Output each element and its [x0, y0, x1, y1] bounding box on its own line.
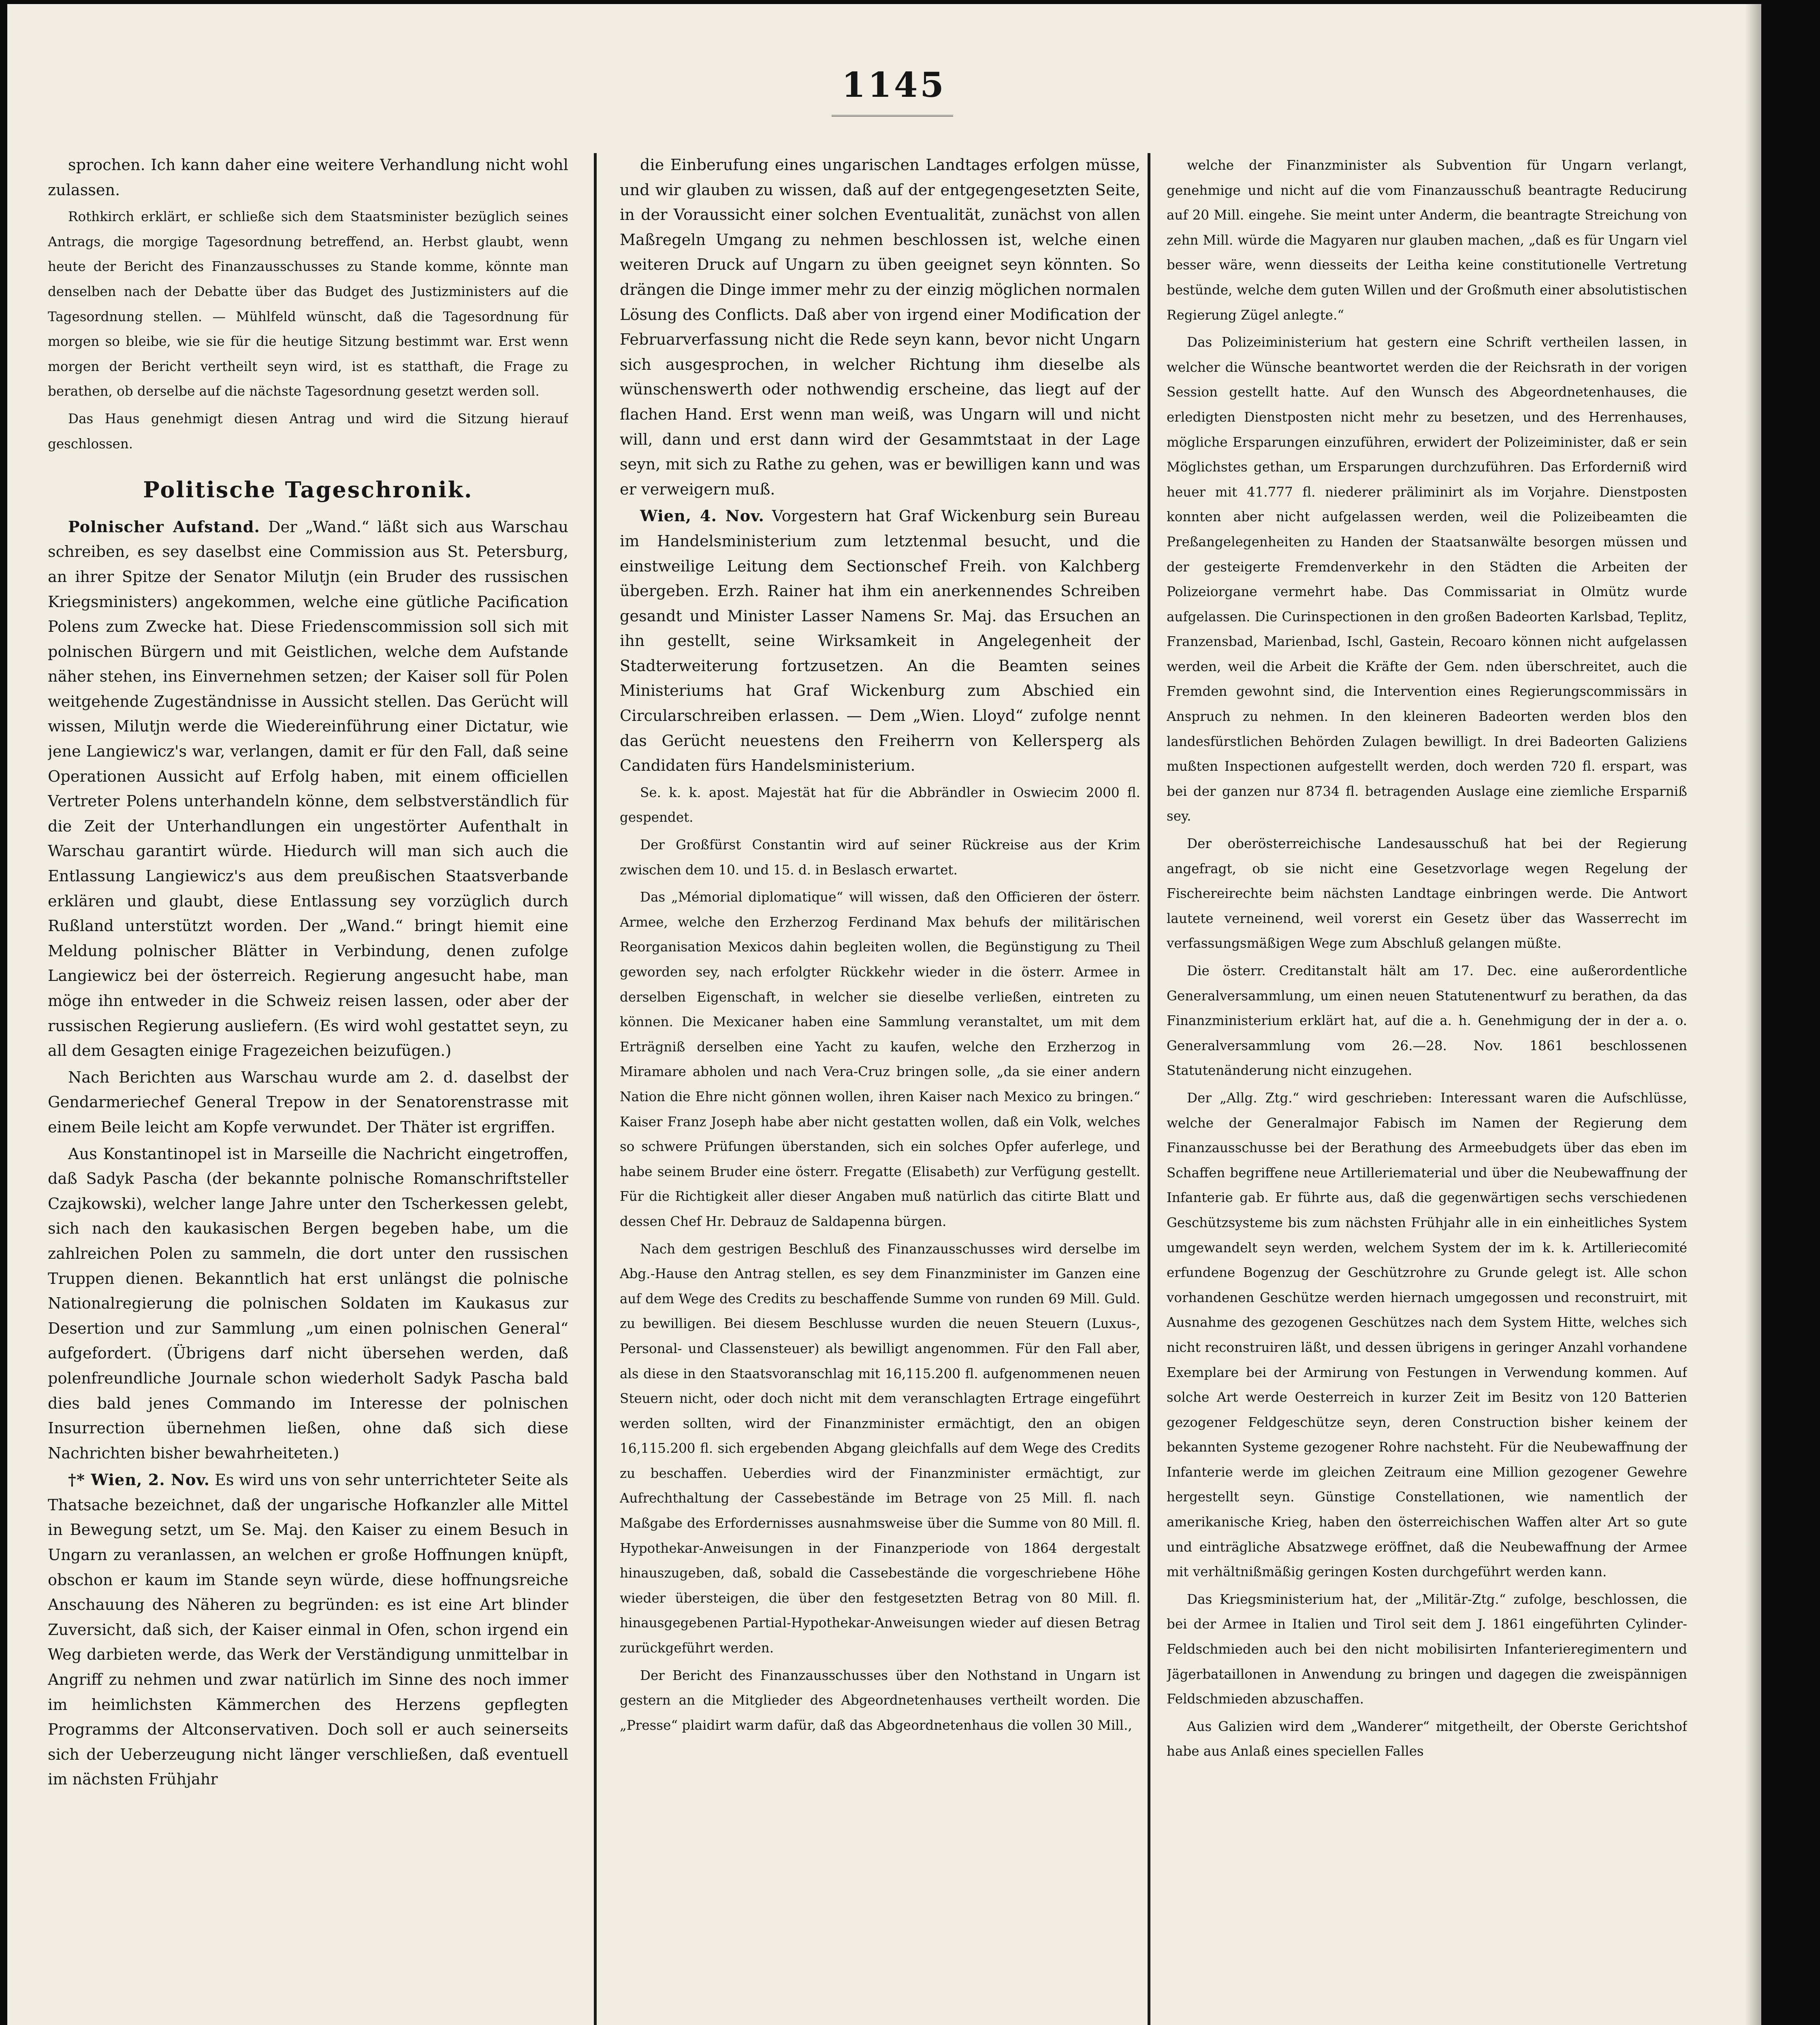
paragraph: [48, 1468, 568, 1793]
paragraph: Das Haus genehmigt diesen Antrag und wird die Sitzung hierauf geschlossen.: [48, 411, 568, 452]
article-text: Es wird uns von sehr unterrichteter Seite als Thatsache bezeichnet, daß der ungarische Hofkanzler alle Mittel in Bewegung setzt, um Se. Maj. den Kaiser zu einem Besuch in Ungarn zu veranlassen, an welchen er große Hoffnungen knüpft, obschon er kaum im Stande seyn würde, diese hoffnungsreiche Anschauung des Näheren zu begründen: es ist eine Art blinder Zuversicht, daß sich, der Kaiser einmal in Ofen, schon irgend ein Weg darbieten werde, das Werk der Verständigung unmittelbar in Angriff zu nehmen und zwar natürlich im Sinne des noch immer im heimlichsten Kämmerchen des Herzens gepflegten Programms der Altconservativen. Doch soll er auch seinerseits sich der Ueberzeugung nicht länger verschließen, daß eventuell im nächsten Frühjahr: [48, 1471, 568, 1789]
page-number-rule: [832, 113, 953, 117]
page-number: 1145: [842, 65, 946, 105]
article-lead: Polnischer Aufstand.: [68, 518, 260, 536]
paragraph: [48, 515, 568, 1064]
paragraph: Der Großfürst Constantin wird auf seiner Rückreise aus der Krim zwischen dem 10. und 15. d. in Beslasch erwartet.: [620, 837, 1140, 878]
paragraph: Nach Berichten aus Warschau wurde am 2. d. daselbst der Gendarmeriechef General Trepow in der Senatorenstrasse mit einem Beile leicht am Kopfe verwundet. Der Thäter ist ergriffen.: [48, 1068, 568, 1136]
paragraph: Das „Mémorial diplomatique“ will wissen, daß den Officieren der österr. Armee, welche den Erzherzog Ferdinand Max behufs der militärischen Reorganisation Mexicos dahin begleiten wollen, die Begünstigung zu Theil geworden sey, nach erfolgter Rückkehr wieder in die österr. Armee in derselben Eigenschaft, in welcher sie dieselbe verließen, eintreten zu können. Die Mexicaner haben eine Sammlung veranstaltet, um mit dem Erträgniß derselben eine Yacht zu kaufen, welche den Erzherzog in Miramare abholen und nach Vera-Cruz bringen solle, „da sie einer andern Nation die Ehre nicht gönnen wollen, ihren Kaiser nach Mexico zu bringen.“ Kaiser Franz Joseph habe aber nicht gestatten wollen, daß ein Volk, welches so schwere Prüfungen überstanden, sich ein solches Opfer auferlege, und habe seinem Bruder eine österr. Fregatte (Elisabeth) zur Verfügung gestellt. Für die Richtigkeit aller dieser Angaben muß natürlich das citirte Blatt und dessen Chef Hr. Debrauz de Saldapenna bürgen.: [620, 889, 1140, 1229]
paragraph: welche der Finanzminister als Subvention für Ungarn verlangt, genehmige und nicht auf die vom Finanzausschuß beantragte Reducirung auf 20 Mill. eingehe. Sie meint unter Anderm, die beantragte Streichung von zehn Mill. würde die Magyaren nur glauben machen, „daß es für Ungarn viel besser wäre, wenn diesseits der Leitha keine constitutionelle Vertretung bestünde, welche dem guten Willen und der Großmuth einer absolutistischen Regierung Zügel anlegte.“: [1167, 158, 1687, 323]
paragraph: Der Bericht des Finanzausschusses über den Nothstand in Ungarn ist gestern an die Mitglieder des Abgeordnetenhauses vertheilt worden. Die „Presse“ plaidirt warm dafür, daß das Abgeordnetenhaus die vollen 30 Mill.,: [620, 1667, 1140, 1733]
column-left: [48, 153, 568, 2025]
paragraph: die Einberufung eines ungarischen Landtages erfolgen müsse, und wir glauben zu wissen, daß auf der entgegengesetzten Seite, in der Voraussicht einer solchen Eventualität, zunächst von allen Maßregeln Umgang zu nehmen beschlossen ist, welche einen weiteren Druck auf Ungarn zu üben geeignet seyn könnten. So drängen die Dinge immer mehr zu der einzig möglichen normalen Lösung des Conflicts. Daß aber von irgend einer Modification der Februarverfassung nicht die Rede seyn kann, bevor nicht Ungarn sich ausgesprochen, in welcher Richtung ihm dieselbe als wünschenswerth oder nothwendig erscheine, das liegt auf der flachen Hand. Erst wenn man weiß, was Ungarn will und nicht will, dann und erst dann wird der Gesammtstaat in der Lage seyn, mit sich zu Rathe zu gehen, was er bewilligen kann und was er verweigern muß.: [620, 156, 1140, 499]
column-right: [1167, 153, 1687, 2025]
paragraph: Das Kriegsministerium hat, der „Militär-Ztg.“ zufolge, beschlossen, die bei der Armee in Italien und Tirol seit dem J. 1861 eingeführten Cylinder-Feldschmieden auch bei den nicht mobilisirten Infanterieregimentern und Jägerbataillonen in Anwendung zu bringen und dagegen die zweispännigen Feldschmieden abzuschaffen.: [1167, 1591, 1687, 1707]
page-edge-shadow: [1745, 4, 1761, 2025]
paragraph: Aus Konstantinopel ist in Marseille die Nachricht eingetroffen, daß Sadyk Pascha (der bekannte polnische Romanschriftsteller Czajkowski), welcher lange Jahre unter den Tscherkessen gelebt, sich nach den kaukasischen Bergen begeben habe, um die zahlreichen Polen zu sammeln, die dort unter den russischen Truppen dienen. Bekanntlich hat erst unlängst die polnische Nationalregierung die polnischen Soldaten im Kaukasus zur Desertion und zur Sammlung „um einen polnischen General“ aufgefordert. (Übrigens darf nicht übersehen werden, daß polenfreundliche Journale schon wiederholt Sadyk Pascha bald dies bald jenes Commando im Interesse der polnischen Insurrection übernehmen ließen, ohne daß sich diese Nachrichten bisher bewahrheiteten.): [48, 1145, 568, 1462]
paragraph: sprochen. Ich kann daher eine weitere Verhandlung nicht wohl zulassen.: [48, 156, 568, 199]
column-divider-left: [594, 153, 597, 2025]
paragraph: Der „Allg. Ztg.“ wird geschrieben: Interessant waren die Aufschlüsse, welche der Generalmajor Fabisch im Namen der Regierung dem Finanzausschusse bei der Berathung des Armeebudgets über das eben im Schaffen begriffene neue Artilleriematerial und über die Neubewaffnung der Infanterie gab. Er führte aus, daß die gegenwärtigen sechs verschiedenen Geschützsysteme bis zum nächsten Frühjahr alle in ein einheitliches System umgewandelt seyn werden, welchem System der im k. k. Artilleriecomité erfundene Bogenzug der Geschützrohre zu Grunde gelegt ist. Alle schon vorhandenen Geschütze werden hiernach umgegossen und reconstruirt, mit Ausnahme des gezogenen Geschützes nach dem System Hitte, welches sich nicht reconstruiren läßt, und dessen übrigens in geringer Anzahl vorhandene Exemplare bei der Armirung von Festungen in Verwendung kommen. Auf solche Art werde Oesterreich in kurzer Zeit im Besitz von 120 Batterien gezogener Feldgeschütze seyn, deren Construction bisher keinem der bekannten Systeme gezogener Rohre nachsteht. Für die Neubewaffnung der Infanterie werde im gleichen Zeitraum eine Million gezogener Gewehre hergestellt seyn. Günstige Constellationen, wie namentlich der amerikanische Krieg, haben den österreichischen Waffen alter Art so gute und einträgliche Absatzwege eröffnet, daß die Neubewaffnung der Armee mit verhältnißmäßig geringen Kosten durchgeführt werden kann.: [1167, 1090, 1687, 1580]
article-text: Der „Wand.“ läßt sich aus Warschau schreiben, es sey daselbst eine Commission aus St. Petersburg, an ihrer Spitze der Senator Milutjn (ein Bruder des russischen Kriegsministers) angekommen, welche eine gütliche Pacification Polens zum Zwecke hat. Diese Friedenscommission soll sich mit polnischen Bürgern und mit Geistlichen, welche dem Aufstande näher stehen, ins Einvernehmen setzen; der Kaiser soll für Polen weitgehende Zugeständnisse in Aussicht stellen. Das Gerücht will wissen, Milutjn werde die Wiedereinführung einer Dictatur, wie jene Langiewicz's war, verlangen, damit er für den Fall, daß seine Operationen Aussicht auf Erfolg haben, mit einem officiellen Vertreter Polens unterhandeln könne, dem selbstverständlich für die Zeit der Unterhandlungen ein ungestörter Aufenthalt in Warschau garantirt würde. Hiedurch will man sich auch die Entlassung Langiewicz's aus dem preußischen Staatsverbande erklären und glaubt, diese Entlassung sey vorzüglich durch Rußland unterstützt worden. Der „Wand.“ bringt hiemit eine Meldung polnischer Blätter in Verbindung, denen zufolge Langiewicz bei der österreich. Regierung angesucht habe, man möge ihn entweder in die Schweiz reisen lassen, oder aber der russischen Regierung ausliefern. (Es wird wohl gestattet seyn, zu all dem Gesagten einige Fragezeichen beizufügen.): [48, 518, 568, 1060]
article-lead: Wien, 4. Nov.: [640, 507, 764, 526]
article-lead: †* Wien, 2. Nov.: [68, 1471, 210, 1490]
paragraph: Aus Galizien wird dem „Wanderer“ mitgetheilt, der Oberste Gerichtshof habe aus Anlaß eines speciellen Falles: [1167, 1718, 1687, 1759]
paragraph: Der oberösterreichische Landesausschuß hat bei der Regierung angefragt, ob sie nicht eine Gesetzvorlage wegen Regelung der Fischereirechte beim nächsten Landtage einbringen werde. Die Antwort lautete verneinend, weil vorerst ein Gesetz über das Wasserrecht im verfassungsmäßigen Wege zum Abschluß gelangen müßte.: [1167, 836, 1687, 951]
article-text: Vorgestern hat Graf Wickenburg sein Bureau im Handelsministerium zum letztenmal besucht, und die einstweilige Leitung dem Sectionschef Freih. von Kalchberg übergeben. Erzh. Rainer hat ihm ein anerkennendes Schreiben gesandt und Minister Lasser Namens Sr. Maj. das Ersuchen an ihn gestellt, seine Wirksamkeit in Angelegenheit der Stadterweiterung fortzusetzen. An die Beamten seines Ministeriums hat Graf Wickenburg zum Abschied ein Circularschreiben erlassen. — Dem „Wien. Lloyd“ zufolge nennt das Gerücht neuestens den Freiherrn von Kellersperg als Candidaten fürs Handelsministerium.: [620, 507, 1140, 775]
paragraph: Se. k. k. apost. Majestät hat für die Abbrändler in Oswiecim 2000 fl. gespendet.: [620, 784, 1140, 825]
paragraph: Die österr. Creditanstalt hält am 17. Dec. eine außerordentliche Generalversammlung, um einen neuen Statutenentwurf zu berathen, da das Finanzministerium erklärt hat, auf die a. h. Genehmigung der in der a. o. Generalversammlung vom 26.—28. Nov. 1861 beschlossenen Statutenänderung nicht einzugehen.: [1167, 963, 1687, 1079]
column-middle: [620, 153, 1140, 2025]
paragraph: Das Polizeiministerium hat gestern eine Schrift vertheilen lassen, in welcher die Wünsche beantwortet werden die der Reichsrath in der vorigen Session gestellt hatte. Auf den Wunsch des Abgeordnetenhauses, die erledigten Dienstposten nicht mehr zu besetzen, und des Herrenhauses, mögliche Ersparungen einzuführen, erwidert der Polizeiminister, daß er sein Möglichstes gethan, um Ersparungen durchzuführen. Das Erforderniß wird heuer mit 41.777 fl. niederer präliminirt als im Vorjahre. Dienstposten konnten aber nicht aufgelassen werden, weil die Polizeibeamten die Preßangelegenheiten zu Handen der Staatsanwälte besorgen müssen und der gesteigerte Fremdenverkehr in den Städten die Arbeiten der Polizeiorgane vermehrt habe. Das Commissariat in Olmütz wurde aufgelassen. Die Curinspectionen in den großen Badeorten Karlsbad, Teplitz, Franzensbad, Marienbad, Ischl, Gastein, Recoaro können nicht aufgelassen werden, weil die Arbeit die Kräfte der Gem. nden überschreitet, auch die Fremden gewohnt sind, die Intervention eines Regierungscommissärs in Anspruch zu nehmen. In den kleineren Badeorten werden blos den landesfürstlichen Behörden Zulagen bewilligt. In drei Badeorten Galiziens mußten Inspectionen aufgestellt werden, doch werden 720 fl. erspart, was bei der ganzen nur 8734 fl. betragenden Auslage eine ziemliche Ersparniß sey.: [1167, 335, 1687, 824]
paragraph: Nach dem gestrigen Beschluß des Finanzausschusses wird derselbe im Abg.-Hause den Antrag stellen, es sey dem Finanzminister im Ganzen eine auf dem Wege des Credits zu beschaffende Summe von runden 69 Mill. Guld. zu bewilligen. Bei diesem Beschlusse wurden die neuen Steuern (Luxus-, Personal- und Classensteuer) als bewilligt angenommen. Für den Fall aber, als diese in den Staatsvoranschlag mit 16,115.200 fl. aufgenommenen neuen Steuern nicht, oder doch nicht mit dem veranschlagten Ertrage eingeführt werden sollten, wird der Finanzminister ermächtigt, den an obigen 16,115.200 fl. sich ergebenden Abgang gleichfalls auf dem Wege des Credits zu beschaffen. Ueberdies wird der Finanzminister ermächtigt, zur Aufrechthaltung der Cassebestände im Betrage von 25 Mill. fl. nach Maßgabe des Erfordernisses ausnahmsweise über die Summe von 80 Mill. fl. Hypothekar-Anweisungen in der Finanzperiode von 1864 dergestalt hinauszugeben, daß, sobald die Cassebestände die vorgeschriebene Höhe wieder übersteigen, die über den festgesetzten Betrag von 80 Mill. fl. hinausgegebenen Partial-Hypothekar-Anweisungen wieder auf diesen Betrag zurückgeführt werden.: [620, 1241, 1140, 1656]
paragraph: Rothkirch erklärt, er schließe sich dem Staatsminister bezüglich seines Antrags, die morgige Tagesordnung betreffend, an. Herbst glaubt, wenn heute der Bericht des Finanzausschusses zu Stande komme, könnte man denselben nach der Debatte über das Budget des Justizministers auf die Tagesordnung stellen. — Mühlfeld wünscht, daß die Tagesordnung für morgen so bleibe, wie sie für die heutige Sitzung bestimmt war. Erst wenn morgen der Bericht vertheilt seyn wird, ist es statthaft, die Frage zu berathen, ob derselbe auf die nächste Tagesordnung gesetzt werden soll.: [48, 209, 568, 399]
paragraph: [620, 504, 1140, 779]
section-heading: Politische Tageschronik.: [143, 477, 473, 503]
column-divider-right: [1148, 153, 1150, 2025]
newspaper-page: [7, 4, 1761, 2025]
